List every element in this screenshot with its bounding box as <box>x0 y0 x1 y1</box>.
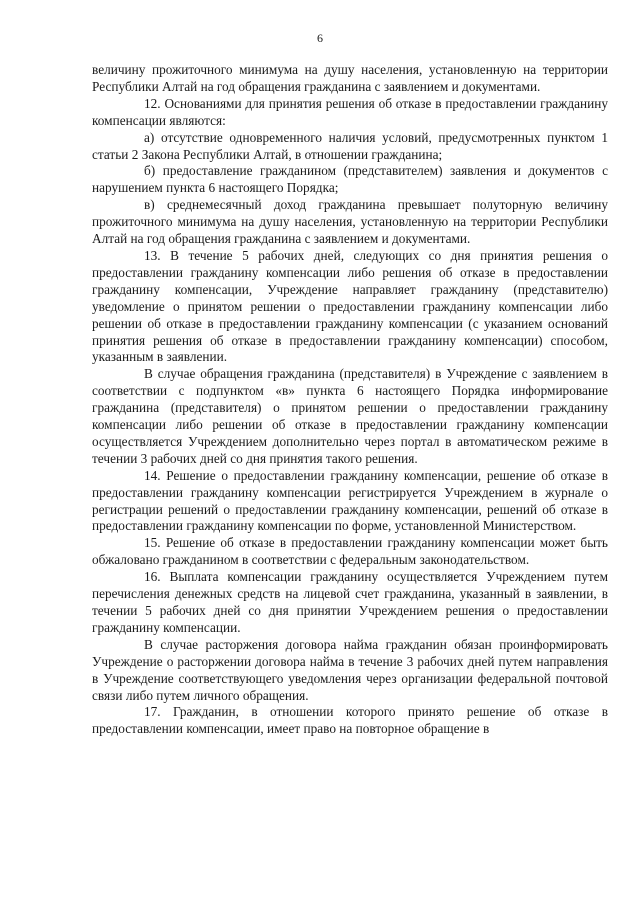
document-body <box>92 62 608 738</box>
paragraph-13: 13. В течение 5 рабочих дней, следующих со дня принятия решения о предоставлении гражданину компенсации либо решения об отказе в предоставлении гражданину компенсации, Учреждение направляет гражданину (представителю) уведомление о принятом решении о предоставлении гражданину компенсации либо решении об отказе в предоставлении гражданину компенсации (с указанием оснований принятия решения об отказе в предоставлении гражданину компенсации) способом, указанным в заявлении. <box>92 247 608 365</box>
paragraph-12-a: а) отсутствие одновременного наличия условий, предусмотренных пунктом 1 статьи 2 Закона Республики Алтай, в отношении гражданина; <box>92 129 608 162</box>
page-number: 6 <box>317 31 323 45</box>
paragraph-continuation: величину прожиточного минимума на душу населения, установленную на территории Республики Алтай на год обращения гражданина с заявлением и документами. <box>92 62 608 94</box>
paragraph-12-b: б) предоставление гражданином (представителем) заявления и документов с нарушением пункта 6 настоящего Порядка; <box>92 163 608 196</box>
paragraph-14: 14. Решение о предоставлении гражданину компенсации, решение об отказе в предоставлении гражданину компенсации регистрируется Учреждением в журнале о регистрации решений о предоставлении гражданину компенсации, решений об отказе в предоставлении гражданину компенсации по форме, установленной Министерством. <box>92 467 608 534</box>
paragraph-12: 12. Основаниями для принятия решения об отказе в предоставлении гражданину компенсации являются: <box>92 95 608 128</box>
paragraph-16: 16. Выплата компенсации гражданину осуществляется Учреждением путем перечисления денежных средств на лицевой счет гражданина, указанный в заявлении, в течении 5 рабочих дней со дня принятии Учреждением решения о предоставлении гражданину компенсации. <box>92 569 608 635</box>
paragraph-13-portal: В случае обращения гражданина (представителя) в Учреждение с заявлением в соответствии с подпунктом «в» пункта 6 настоящего Порядка информирование гражданина (представителя) о принятом решении о предоставлении гражданину компенсации либо решении об отказе в предоставлении гражданину компенсации осуществляется Учреждением дополнительно через портал в автоматическом режиме в течении 3 рабочих дней со дня принятия такого решения. <box>92 366 608 466</box>
paragraph-17: 17. Гражданин, в отношении которого принято решение об отказе в предоставлении компенсации, имеет право на повторное обращение в <box>92 704 608 737</box>
paragraph-16-termination: В случае расторжения договора найма гражданин обязан проинформировать Учреждение о расторжении договора найма в течение 3 рабочих дней путем направления в Учреждение соответствующего уведомления через организации федеральной почтовой связи либо путем личного обращения. <box>92 636 608 703</box>
paragraph-15: 15. Решение об отказе в предоставлении гражданину компенсации может быть обжаловано гражданином в соответствии с федеральным законодательством. <box>92 535 608 568</box>
paragraph-12-v: в) среднемесячный доход гражданина превышает полуторную величину прожиточного минимума на душу населения, установленную на территории Республики Алтай на год обращения гражданина с заявлением и документами. <box>92 197 608 247</box>
